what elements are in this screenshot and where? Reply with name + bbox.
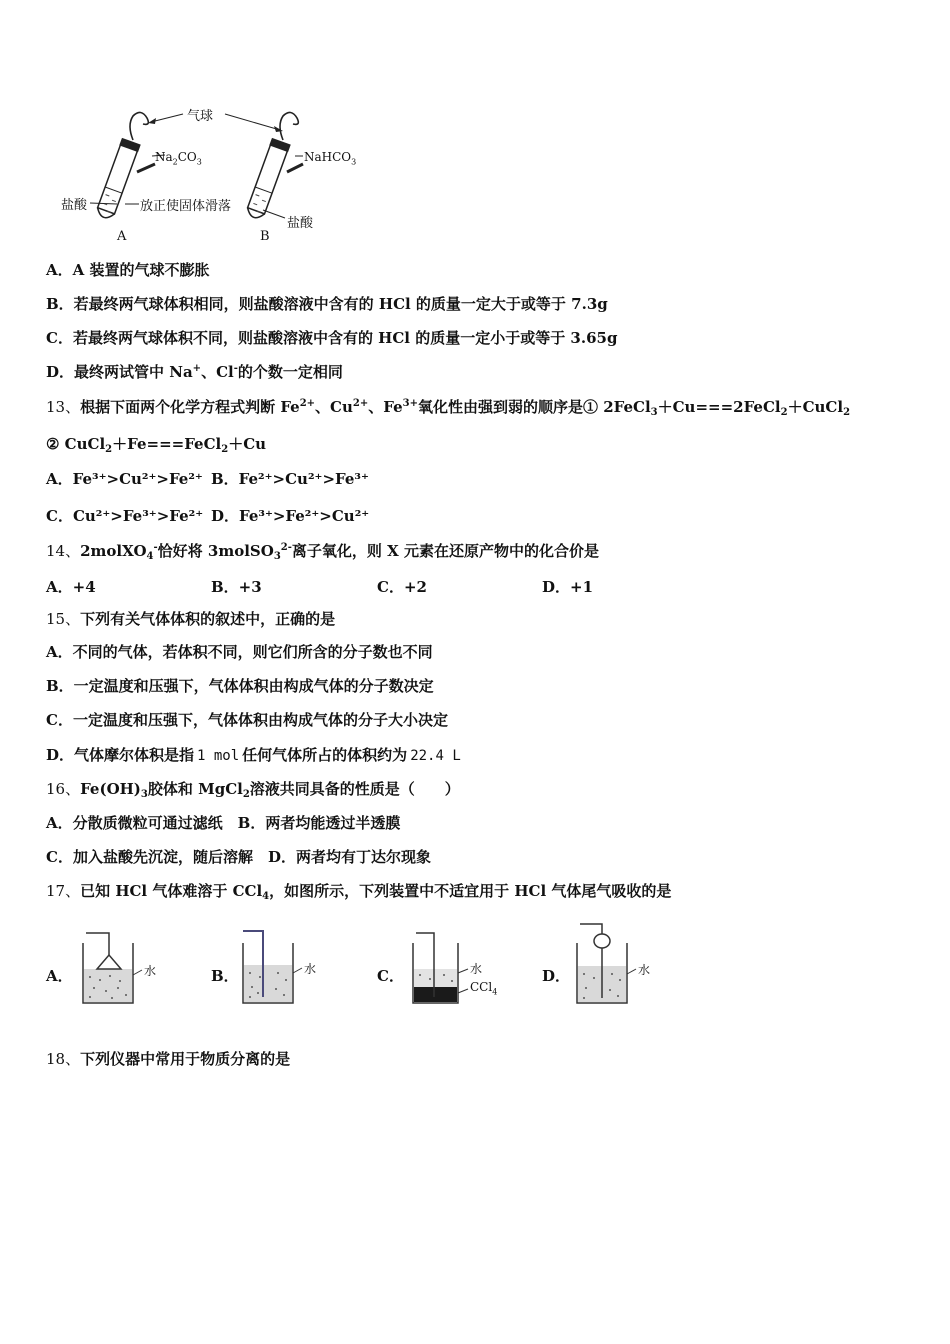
water-label-c: 水 — [470, 962, 483, 976]
q17-apparatus-a — [78, 925, 168, 1010]
q15-option-b: B．一定温度和压强下，气体体积由构成气体的分子数决定 — [46, 677, 434, 695]
q14-option-c: C．+2 — [377, 578, 427, 596]
q15-option-a: A．不同的气体，若体积不同，则它们所含的分子数也不同 — [46, 643, 433, 661]
q14-option-a: A．+4 — [46, 578, 96, 596]
tube-b-label: B — [260, 229, 270, 244]
q12-option-c: C．若最终两气球体积不同，则盐酸溶液中含有的 HCl 的质量一定小于或等于 3.65g — [46, 329, 618, 347]
q17-apparatus-d — [572, 918, 662, 1010]
q17-option-c-label: C． — [377, 967, 404, 985]
beaker-ccl4-diagram — [408, 925, 508, 1010]
water-label-b: 水 — [304, 962, 317, 976]
q15-stem: 15、下列有关气体体积的叙述中，正确的是 — [46, 610, 336, 628]
q18-stem: 18、下列仪器中常用于物质分离的是 — [46, 1050, 291, 1068]
q17-option-a-label: A． — [46, 967, 73, 985]
balloon-a — [130, 112, 148, 140]
q17-apparatus-b — [238, 925, 328, 1010]
q13-option-a: A．Fe³⁺>Cu²⁺>Fe²⁺ — [46, 470, 203, 488]
nahco3-label: NaHCO$_3$ — [304, 150, 357, 167]
q16-stem: 16、$Fe(OH)_3$胶体和 MgCl$_2$溶液共同具备的性质是（ ） — [46, 780, 460, 800]
hcl-left-label: 盐酸 — [61, 198, 88, 213]
q15-option-d: D．气体摩尔体积是指 1 mol 任何气体所占的体积约为 22.4 L — [46, 746, 461, 764]
water-label-d: 水 — [638, 963, 651, 977]
q14-option-d: D．+1 — [542, 578, 594, 596]
q12-option-b: B．若最终两气球体积相同，则盐酸溶液中含有的 HCl 的质量一定大于或等于 7.3g — [46, 295, 608, 313]
figure-balloon-test-tubes — [55, 100, 375, 250]
water-label-a: 水 — [144, 964, 157, 978]
q17-apparatus-c — [408, 925, 508, 1010]
q17-option-b-label: B． — [211, 967, 239, 985]
q13-stem: 13、根据下面两个化学方程式判断 $Fe^{2+}$、$Cu^{2+}$、$Fe^{3+}$氧化性由强到弱的顺序是① 2FeCl$_3$＋Cu===2FeCl$_2$＋CuCl$_2$ — [46, 398, 851, 418]
balloon-label: 气球 — [187, 109, 214, 124]
q13-option-c: C．Cu²⁺>Fe³⁺>Fe²⁺ — [46, 507, 204, 525]
q12-option-d: D．最终两试管中 Na+、Cl-的个数一定相同 — [46, 363, 343, 381]
tube-a — [94, 138, 140, 221]
balloon-b — [280, 112, 298, 140]
hcl-right-label: 盐酸 — [287, 216, 314, 231]
q16-options-cd: C．加入盐酸先沉淀，随后溶解 D．两者均有丁达尔现象 — [46, 848, 431, 866]
q17-option-d-label: D． — [542, 967, 571, 985]
na2co3-label: $Na_2CO_3$ — [155, 150, 202, 167]
q14-option-b: B．+3 — [211, 578, 262, 596]
test-tube-diagram — [55, 100, 375, 250]
q13-equation-2: ② CuCl$_2$＋Fe===FeCl$_2$＋Cu — [46, 435, 267, 455]
solid-slide-note: 放正使固体滑落 — [140, 199, 232, 214]
tube-a-label: A — [117, 229, 127, 244]
q17-stem: 17、已知 HCl 气体难溶于 CCl$_4$，如图所示，下列装置中不适宜用于 HCl 气体尾气吸收的是 — [46, 882, 672, 902]
q13-option-b: B．Fe²⁺>Cu²⁺>Fe³⁺ — [211, 470, 369, 488]
ccl4-label: CCl$_4$ — [470, 980, 498, 997]
q15-option-c: C．一定温度和压强下，气体体积由构成气体的分子大小决定 — [46, 711, 448, 729]
q16-options-ab: A．分散质微粒可通过滤纸 B．两者均能透过半透膜 — [46, 814, 401, 832]
q13-option-d: D．Fe³⁺>Fe²⁺>Cu²⁺ — [211, 507, 370, 525]
q12-option-a: A．A 装置的气球不膨胀 — [46, 261, 210, 279]
tube-b — [244, 138, 290, 221]
q14-stem: 14、2molXO$_4$-恰好将 3molSO$_3^{2-}$离子氧化，则 X 元素在还原产物中的化合价是 — [46, 542, 599, 562]
